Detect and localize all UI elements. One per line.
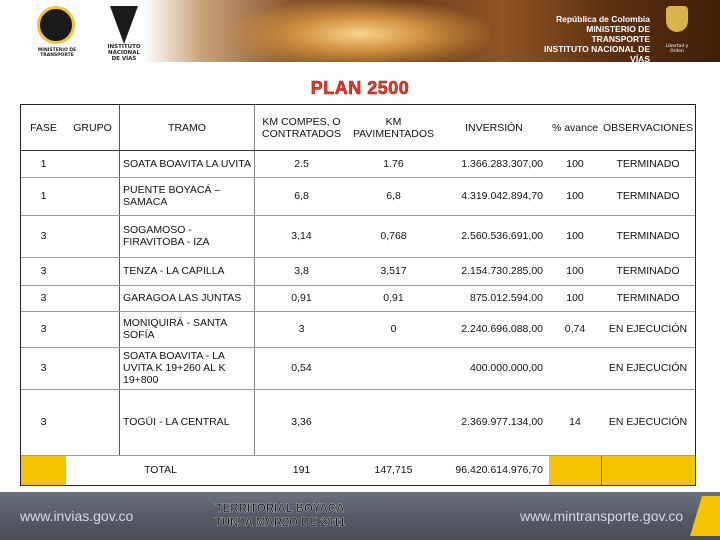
- cell-inversion: 875.012.594,00: [470, 292, 543, 304]
- cell-tramo: MONIQUIRÁ - SANTA SOFÍA: [120, 311, 255, 347]
- cell-fase: 3: [40, 323, 47, 335]
- cell-tramo: GARAGOA LAS JUNTAS: [120, 285, 255, 311]
- footer-corner-accent: [690, 496, 720, 536]
- table-total-row: [21, 455, 695, 485]
- row-divider: [21, 285, 695, 286]
- row-divider: [21, 215, 695, 216]
- cell-inversion: 4.319.042.894,70: [461, 190, 543, 202]
- footer-line-2: TUNJA MARZO DE 2011: [214, 517, 346, 529]
- cell-avance: [549, 347, 601, 389]
- cell-avance: 100: [566, 230, 584, 242]
- cell-km-pav: [348, 347, 439, 389]
- total-km-pav: 147,715: [374, 464, 413, 476]
- table-header-row: [21, 105, 695, 151]
- table-row: [21, 347, 695, 389]
- table-row: [21, 285, 695, 311]
- cell-fase: 1: [40, 158, 47, 170]
- plan-table: [20, 104, 696, 486]
- cell-grupo: [66, 177, 120, 215]
- invias-logo: [104, 4, 144, 62]
- gov-line-2: MINISTERIO DE TRANSPORTE: [586, 24, 650, 44]
- footer-bar: [0, 492, 720, 540]
- cell-grupo: [66, 151, 120, 177]
- header-observaciones: OBSERVACIONES: [602, 121, 694, 134]
- row-divider: [21, 455, 695, 456]
- ministerio-logo-label: MINISTERIO DE TRANSPORTE: [37, 48, 77, 58]
- header-avance: % avance: [551, 121, 599, 134]
- government-title: [532, 14, 650, 64]
- shield-caption: Libertad y Orden: [665, 44, 689, 54]
- cell-fase: 1: [40, 190, 47, 202]
- cell-avance: 100: [566, 265, 584, 277]
- row-divider: [21, 311, 695, 312]
- cell-km-pav: 6,8: [386, 190, 401, 202]
- header-km-pav: KM PAVIMENTADOS: [352, 115, 435, 140]
- cell-fase: 3: [40, 230, 47, 242]
- cell-avance: 0,74: [564, 323, 586, 335]
- table-row: [21, 151, 695, 177]
- footer-line-1: TERRITORIAL BOYACA: [215, 503, 345, 515]
- cell-tramo: PUENTE BOYACÁ – SAMACA: [120, 177, 255, 215]
- cell-km-comp: 0,54: [291, 362, 312, 374]
- cell-inversion: 2.369.977.134,00: [461, 416, 543, 428]
- cell-avance: 100: [566, 158, 584, 170]
- table-row: [21, 257, 695, 285]
- cell-observaciones: TERMINADO: [616, 230, 680, 242]
- cell-observaciones: EN EJECUCIÓN: [608, 323, 688, 335]
- cell-tramo: SOATA BOAVITA - LA UVITA K 19+260 AL K 19+800: [120, 347, 255, 389]
- cell-grupo: [66, 347, 120, 389]
- cell-avance: 14: [569, 416, 581, 428]
- tunnel-image: [230, 0, 490, 62]
- cell-observaciones: TERMINADO: [616, 190, 680, 202]
- cell-tramo: TENZA - LA CAPILLA: [120, 257, 255, 285]
- cell-km-comp: 2.5: [294, 158, 309, 170]
- row-divider: [21, 389, 695, 390]
- mt-logo-icon: [37, 6, 75, 44]
- ministerio-logo: [22, 4, 92, 58]
- cell-km-pav: 0,91: [383, 292, 404, 304]
- page-title: PLAN 2500: [310, 78, 410, 98]
- cell-avance: 100: [566, 190, 584, 202]
- cell-tramo: SOGAMOSO - FIRAVITOBA - IZA: [120, 215, 255, 257]
- cell-km-pav: 0: [390, 323, 397, 335]
- cell-inversion: 2.560.536.691,00: [461, 230, 543, 242]
- header-inversion: INVERSIÓN: [465, 121, 523, 134]
- table-row: [21, 389, 695, 455]
- cell-inversion: 400.000.000,00: [470, 362, 543, 374]
- cell-grupo: [66, 389, 120, 455]
- invias-logo-label: INSTITUTO NACIONAL DE VÍAS: [107, 44, 141, 62]
- cell-observaciones: EN EJECUCIÓN: [608, 362, 688, 374]
- total-avance-cell: [549, 455, 601, 485]
- cell-km-comp: 3,14: [291, 230, 312, 242]
- header-fase: FASE: [30, 121, 57, 134]
- cell-grupo: [66, 257, 120, 285]
- cell-km-pav: 3,517: [380, 265, 407, 277]
- total-fase-cell: [21, 455, 66, 485]
- cell-avance: 100: [566, 292, 584, 304]
- cell-fase: 3: [40, 292, 47, 304]
- total-km-comp: 191: [292, 464, 311, 476]
- header-km-comp: KM COMPES, O CONTRATADOS: [262, 115, 341, 140]
- cell-fase: 3: [40, 416, 47, 428]
- cell-tramo: SOATA BOAVITA LA UVITA: [120, 151, 255, 177]
- footer-territorial: [200, 502, 360, 530]
- header-banner: [0, 0, 720, 62]
- table-row: [21, 311, 695, 347]
- row-divider: [21, 257, 695, 258]
- cell-km-pav: [348, 389, 439, 455]
- invias-logo-icon: [110, 6, 138, 44]
- total-label: TOTAL: [144, 464, 177, 476]
- header-grupo: GRUPO: [66, 105, 120, 150]
- cell-inversion: 2.154.730.285,00: [461, 265, 543, 277]
- cell-km-comp: 3: [298, 323, 305, 335]
- cell-observaciones: TERMINADO: [616, 292, 680, 304]
- header-tramo: TRAMO: [120, 105, 255, 150]
- cell-inversion: 1.366.283.307,00: [461, 158, 543, 170]
- row-divider: [21, 177, 695, 178]
- cell-km-comp: 6,8: [294, 190, 309, 202]
- shield-icon: [666, 6, 688, 32]
- total-obs-cell: [601, 455, 695, 485]
- gov-line-3: INSTITUTO NACIONAL DE VÍAS: [544, 44, 650, 64]
- cell-tramo: TOGÜI - LA CENTRAL: [120, 389, 255, 455]
- total-inversion: 96.420.614.976,70: [455, 464, 543, 476]
- cell-km-pav: 0,768: [380, 230, 407, 242]
- cell-fase: 3: [40, 265, 47, 277]
- cell-observaciones: EN EJECUCIÓN: [608, 416, 688, 428]
- cell-grupo: [66, 215, 120, 257]
- cell-km-comp: 3,36: [291, 416, 312, 428]
- cell-km-pav: 1.76: [383, 158, 404, 170]
- cell-fase: 3: [40, 362, 47, 374]
- gov-line-1: República de Colombia: [556, 14, 650, 24]
- table-row: [21, 177, 695, 215]
- cell-grupo: [66, 311, 120, 347]
- mintransporte-url-link[interactable]: www.mintransporte.gov.co: [520, 508, 684, 524]
- cell-observaciones: TERMINADO: [616, 265, 680, 277]
- table-row: [21, 215, 695, 257]
- cell-observaciones: TERMINADO: [616, 158, 680, 170]
- colombia-shield: [660, 6, 694, 54]
- invias-url-link[interactable]: www.invias.gov.co: [20, 508, 134, 524]
- cell-km-comp: 3,8: [294, 265, 309, 277]
- cell-inversion: 2.240.696.088,00: [461, 323, 543, 335]
- row-divider: [21, 347, 695, 348]
- cell-grupo: [66, 285, 120, 311]
- cell-km-comp: 0,91: [291, 292, 312, 304]
